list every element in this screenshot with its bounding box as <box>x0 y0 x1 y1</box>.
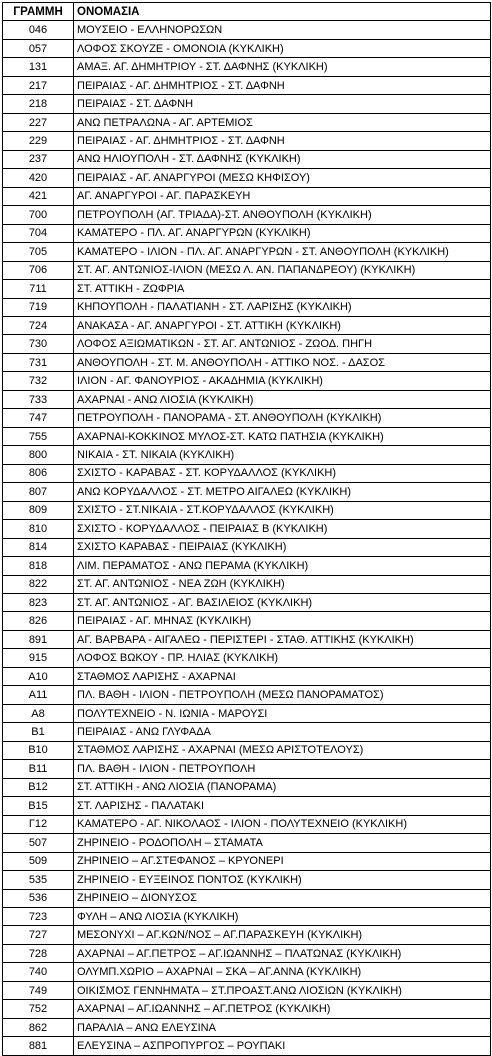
line-name: ΑΜΑΞ. ΑΓ. ΔΗΜΗΤΡΙΟΥ - ΣΤ. ΔΑΦΝΗΣ (ΚΥΚΛΙΚΗ) <box>74 58 491 76</box>
line-name: ΠΕΙΡΑΙΑΣ - ΑΝΩ ΓΛΥΦΑΔΑ <box>74 723 491 741</box>
table-row <box>3 944 491 962</box>
line-code: 732 <box>3 372 74 390</box>
line-name: ΑΧΑΡΝΑΙ – ΑΓ.ΠΕΤΡΟΣ – ΑΓ.ΙΩΑΝΝΗΣ – ΠΛΑΤΩΝΑΣ (ΚΥΚΛΙΚΗ) <box>74 944 491 962</box>
line-code: 237 <box>3 150 74 168</box>
line-name: ΠΕΙΡΑΙΑΣ - ΑΓ. ΔΗΜΗΤΡΙΟΣ - ΣΤ. ΔΑΦΝΗ <box>74 132 491 150</box>
table-row <box>3 686 491 704</box>
table-row <box>3 261 491 279</box>
line-code: 131 <box>3 58 74 76</box>
line-code: 535 <box>3 871 74 889</box>
line-code: 822 <box>3 575 74 593</box>
line-name: ΑΓ. ΑΝΑΡΓΥΡΟΙ - ΑΓ. ΠΑΡΑΣΚΕΥΗ <box>74 187 491 205</box>
line-code: Β12 <box>3 778 74 796</box>
line-name: ΛΟΦΟΣ ΒΩΚΟΥ - ΠΡ. ΗΛΙΑΣ (ΚΥΚΛΙΚΗ) <box>74 649 491 667</box>
line-code: 728 <box>3 944 74 962</box>
line-name: ΛΙΜ. ΠΕΡΑΜΑΤΟΣ - ΑΝΩ ΠΕΡΑΜΑ (ΚΥΚΛΙΚΗ) <box>74 557 491 575</box>
table-row <box>3 21 491 39</box>
table-row <box>3 483 491 501</box>
line-code: 509 <box>3 852 74 870</box>
line-code: 723 <box>3 907 74 925</box>
line-code: 891 <box>3 630 74 648</box>
line-name: ΦΥΛΗ – ΑΝΩ ΛΙΟΣΙΑ (ΚΥΚΛΙΚΗ) <box>74 907 491 925</box>
table-row <box>3 58 491 76</box>
line-code: 700 <box>3 206 74 224</box>
line-name: ΑΝΑΚΑΣΑ - ΑΓ. ΑΝΑΡΓΥΡΟΙ - ΣΤ. ΑΤΤΙΚΗ (ΚΥΚΛΙΚΗ) <box>74 316 491 334</box>
line-name: ΖΗΡΙΝΕΙΟ – ΑΓ.ΣΤΕΦΑΝΟΣ – ΚΡΥΟΝΕΡΙ <box>74 852 491 870</box>
line-name: ΚΑΜΑΤΕΡΟ - ΠΛ. ΑΓ. ΑΝΑΡΓΥΡΩΝ (ΚΥΚΛΙΚΗ) <box>74 224 491 242</box>
line-name: ΛΟΦΟΣ ΑΞΙΩΜΑΤΙΚΩΝ - ΣΤ. ΑΓ. ΑΝΤΩΝΙΟΣ - ΖΩΟΔ. ΠΗΓΗ <box>74 335 491 353</box>
line-name: ΠΕΙΡΑΙΑΣ - ΑΓ. ΑΝΑΡΓΥΡΟΙ (ΜΕΣΩ ΚΗΦΙΣΟΥ) <box>74 169 491 187</box>
line-code: 747 <box>3 409 74 427</box>
line-code: 826 <box>3 612 74 630</box>
line-code: Γ12 <box>3 815 74 833</box>
table-row <box>3 667 491 685</box>
line-code: 218 <box>3 95 74 113</box>
line-name: ΠΟΛΥΤΕΧΝΕΙΟ - Ν. ΙΩΝΙΑ - ΜΑΡΟΥΣΙ <box>74 704 491 722</box>
line-name: ΛΟΦΟΣ ΣΚΟΥΖΕ - ΟΜΟΝΟΙΑ (ΚΥΚΛΙΚΗ) <box>74 39 491 57</box>
table-row <box>3 169 491 187</box>
line-name: ΣΤ. ΑΓ. ΑΝΤΩΝΙΟΣ - ΝΕΑ ΖΩΗ (ΚΥΚΛΙΚΗ) <box>74 575 491 593</box>
line-name: ΜΟΥΣΕΙΟ - ΕΛΛΗΝΟΡΩΣΩΝ <box>74 21 491 39</box>
line-code: Β15 <box>3 797 74 815</box>
line-name: ΑΧΑΡΝΑΙ - ΑΝΩ ΛΙΟΣΙΑ (ΚΥΚΛΙΚΗ) <box>74 390 491 408</box>
table-row <box>3 446 491 464</box>
line-code: 217 <box>3 76 74 94</box>
table-row <box>3 243 491 261</box>
table-row <box>3 575 491 593</box>
line-name: ΠΕΤΡΟΥΠΟΛΗ - ΠΑΝΟΡΑΜΑ - ΣΤ. ΑΝΘΟΥΠΟΛΗ (ΚΥΚΛΙΚΗ) <box>74 409 491 427</box>
line-code: 862 <box>3 1018 74 1036</box>
line-name: ΠΑΡΑΛΙΑ – ΑΝΩ ΕΛΕΥΣΙΝΑ <box>74 1018 491 1036</box>
table-row <box>3 594 491 612</box>
line-code: 536 <box>3 889 74 907</box>
line-name: ΚΑΜΑΤΕΡΟ - ΑΓ. ΝΙΚΟΛΑΟΣ - ΙΛΙΟΝ - ΠΟΛΥΤΕΧΝΕΙΟ (ΚΥΚΛΙΚΗ) <box>74 815 491 833</box>
line-code: 809 <box>3 501 74 519</box>
table-row <box>3 427 491 445</box>
table-row <box>3 1000 491 1018</box>
line-name: ΖΗΡΙΝΕΙΟ - ΕΥΞΕΙΝΟΣ ΠΟΝΤΟΣ (ΚΥΚΛΙΚΗ) <box>74 871 491 889</box>
line-name: ΣΤΑΘΜΟΣ ΛΑΡΙΣΗΣ - ΑΧΑΡΝΑΙ (ΜΕΣΩ ΑΡΙΣΤΟΤΕΛΟΥΣ) <box>74 741 491 759</box>
table-row <box>3 963 491 981</box>
line-name: ΑΝΩ ΚΟΡΥΔΑΛΛΟΣ - ΣΤ. ΜΕΤΡΟ ΑΙΓΑΛΕΩ (ΚΥΚΛΙΚΗ) <box>74 483 491 501</box>
table-row <box>3 113 491 131</box>
line-code: Α11 <box>3 686 74 704</box>
line-name: ΜΕΣΟΝΥΧΙ – ΑΓ.ΚΩΝ/ΝΟΣ – ΑΓ.ΠΑΡΑΣΚΕΥΗ (ΚΥΚΛΙΚΗ) <box>74 926 491 944</box>
line-code: 823 <box>3 594 74 612</box>
line-code: 705 <box>3 243 74 261</box>
line-name: ΣΤ. ΑΓ. ΑΝΤΩΝΙΟΣ-ΙΛΙΟΝ (ΜΕΣΩ Λ. ΑΝ. ΠΑΠΑΝΔΡΕΟΥ) (ΚΥΚΛΙΚΗ) <box>74 261 491 279</box>
table-row <box>3 39 491 57</box>
table-row <box>3 760 491 778</box>
table-row <box>3 871 491 889</box>
table-row <box>3 926 491 944</box>
line-code: Β10 <box>3 741 74 759</box>
line-name: ΑΧΑΡΝΑΙ-ΚΟΚΚΙΝΟΣ ΜΥΛΟΣ-ΣΤ. ΚΑΤΩ ΠΑΤΗΣΙΑ (ΚΥΚΛΙΚΗ) <box>74 427 491 445</box>
line-code: 730 <box>3 335 74 353</box>
line-name: ΑΓ. ΒΑΡΒΑΡΑ - ΑΙΓΑΛΕΩ - ΠΕΡΙΣΤΕΡΙ - ΣΤΑΘ. ΑΤΤΙΚΗΣ (ΚΥΚΛΙΚΗ) <box>74 630 491 648</box>
line-code: Β1 <box>3 723 74 741</box>
line-code: 749 <box>3 981 74 999</box>
line-code: Β11 <box>3 760 74 778</box>
line-name: ΣΧΙΣΤΟ - ΣΤ.ΝΙΚΑΙΑ - ΣΤ.ΚΟΡΥΔΑΛΛΟΣ (ΚΥΚΛΙΚΗ) <box>74 501 491 519</box>
table-row <box>3 464 491 482</box>
table-row <box>3 852 491 870</box>
table-row <box>3 815 491 833</box>
table-row <box>3 335 491 353</box>
table-row <box>3 520 491 538</box>
line-name: ΑΝΩ ΗΛΙΟΥΠΟΛΗ - ΣΤ. ΔΑΦΝΗΣ (ΚΥΚΛΙΚΗ) <box>74 150 491 168</box>
line-code: 507 <box>3 834 74 852</box>
line-name: ΣΤ. ΑΤΤΙΚΗ - ΖΩΦΡΙΑ <box>74 280 491 298</box>
line-name: ΟΙΚΙΣΜΟΣ ΓΕΝΝΗΜΑΤΑ – ΣΤ.ΠΡΟΑΣΤ.ΑΝΩ ΛΙΟΣΙΩΝ (ΚΥΚΛΙΚΗ) <box>74 981 491 999</box>
line-name: ΣΧΙΣΤΟ - ΚΟΡΥΔΑΛΛΟΣ - ΠΕΙΡΑΙΑΣ Β (ΚΥΚΛΙΚΗ) <box>74 520 491 538</box>
table-row <box>3 150 491 168</box>
line-code: 046 <box>3 21 74 39</box>
line-name: ΕΛΕΥΣΙΝΑ – ΑΣΠΡΟΠΥΡΓΟΣ – ΡΟΥΠΑΚΙ <box>74 1037 491 1055</box>
line-name: ΠΕΙΡΑΙΑΣ - ΣΤ. ΔΑΦΝΗ <box>74 95 491 113</box>
table-row <box>3 834 491 852</box>
table-row <box>3 741 491 759</box>
line-name: ΑΝΩ ΠΕΤΡΑΛΩΝΑ - ΑΓ. ΑΡΤΕΜΙΟΣ <box>74 113 491 131</box>
table-row <box>3 907 491 925</box>
line-code: 727 <box>3 926 74 944</box>
line-name: ΠΛ. ΒΑΘΗ - ΙΛΙΟΝ - ΠΕΤΡΟΥΠΟΛΗ (ΜΕΣΩ ΠΑΝΟΡΑΜΑΤΟΣ) <box>74 686 491 704</box>
line-name: ΠΕΤΡΟΥΠΟΛΗ (ΑΓ. ΤΡΙΑΔΑ)-ΣΤ. ΑΝΘΟΥΠΟΛΗ (ΚΥΚΛΙΚΗ) <box>74 206 491 224</box>
line-name: ΑΧΑΡΝΑΙ – ΑΓ.ΙΩΑΝΝΗΣ – ΑΓ.ΠΕΤΡΟΣ (ΚΥΚΛΙΚΗ) <box>74 1000 491 1018</box>
line-code: 704 <box>3 224 74 242</box>
table-row <box>3 1018 491 1036</box>
line-code: 733 <box>3 390 74 408</box>
table-row <box>3 76 491 94</box>
line-code: 818 <box>3 557 74 575</box>
table-row <box>3 187 491 205</box>
line-name: ΑΝΘΟΥΠΟΛΗ - ΣΤ. Μ. ΑΝΘΟΥΠΟΛΗ - ΑΤΤΙΚΟ ΝΟΣ. - ΔΑΣΟΣ <box>74 353 491 371</box>
table-row <box>3 206 491 224</box>
table-body <box>3 21 491 1055</box>
table-header-row <box>3 3 491 21</box>
table-row <box>3 95 491 113</box>
line-code: 420 <box>3 169 74 187</box>
table-row <box>3 538 491 556</box>
line-name: ΠΕΙΡΑΙΑΣ - ΑΓ. ΔΗΜΗΤΡΙΟΣ - ΣΤ. ΔΑΦΝΗ <box>74 76 491 94</box>
table-row <box>3 889 491 907</box>
line-name: ΖΗΡΙΝΕΙΟ - ΡΟΔΟΠΟΛΗ – ΣΤΑΜΑΤΑ <box>74 834 491 852</box>
line-name: ΣΤΑΘΜΟΣ ΛΑΡΙΣΗΣ - ΑΧΑΡΝΑΙ <box>74 667 491 685</box>
table-row <box>3 224 491 242</box>
line-code: 755 <box>3 427 74 445</box>
line-name: ΣΤ. ΛΑΡΙΣΗΣ - ΠΑΛΑΤΑΚΙ <box>74 797 491 815</box>
table-row <box>3 390 491 408</box>
table-row <box>3 316 491 334</box>
line-code: 807 <box>3 483 74 501</box>
line-code: 421 <box>3 187 74 205</box>
line-name: ΠΛ. ΒΑΘΗ - ΙΛΙΟΝ - ΠΕΤΡΟΥΠΟΛΗ <box>74 760 491 778</box>
table-row <box>3 353 491 371</box>
line-code: 740 <box>3 963 74 981</box>
line-code: 057 <box>3 39 74 57</box>
line-code: 915 <box>3 649 74 667</box>
table-row <box>3 1037 491 1055</box>
line-code: 881 <box>3 1037 74 1055</box>
table-row <box>3 409 491 427</box>
line-name: ΣΧΙΣΤΟ - ΚΑΡΑΒΑΣ - ΣΤ. ΚΟΡΥΔΑΛΛΟΣ (ΚΥΚΛΙΚΗ) <box>74 464 491 482</box>
line-name: ΙΛΙΟΝ - ΑΓ. ΦΑΝΟΥΡΙΟΣ - ΑΚΑΔΗΜΙΑ (ΚΥΚΛΙΚΗ) <box>74 372 491 390</box>
line-name: ΣΤ. ΑΓ. ΑΝΤΩΝΙΟΣ - ΑΓ. ΒΑΣΙΛΕΙΟΣ (ΚΥΚΛΙΚΗ) <box>74 594 491 612</box>
header-line-name: ΟΝΟΜΑΣΙΑ <box>74 3 491 21</box>
table-row <box>3 298 491 316</box>
line-name: ΖΗΡΙΝΕΙΟ – ΔΙΟΝΥΣΟΣ <box>74 889 491 907</box>
line-name: ΚΗΠΟΥΠΟΛΗ - ΠΑΛΑΤΙΑΝΗ - ΣΤ. ΛΑΡΙΣΗΣ (ΚΥΚΛΙΚΗ) <box>74 298 491 316</box>
line-code: Α8 <box>3 704 74 722</box>
header-line-code: ΓΡΑΜΜΗ <box>3 3 74 21</box>
line-code: 752 <box>3 1000 74 1018</box>
line-code: Α10 <box>3 667 74 685</box>
table-row <box>3 704 491 722</box>
line-code: 711 <box>3 280 74 298</box>
line-name: ΝΙΚΑΙΑ - ΣΤ. ΝΙΚΑΙΑ (ΚΥΚΛΙΚΗ) <box>74 446 491 464</box>
bus-lines-table <box>2 2 491 1056</box>
line-code: 706 <box>3 261 74 279</box>
table-row <box>3 132 491 150</box>
line-code: 814 <box>3 538 74 556</box>
line-code: 731 <box>3 353 74 371</box>
table-row <box>3 649 491 667</box>
line-name: ΟΛΥΜΠ.ΧΩΡΙΟ – ΑΧΑΡΝΑΙ – ΣΚΑ – ΑΓ.ΑΝΝΑ (ΚΥΚΛΙΚΗ) <box>74 963 491 981</box>
line-code: 229 <box>3 132 74 150</box>
table-row <box>3 778 491 796</box>
line-code: 810 <box>3 520 74 538</box>
line-name: ΣΤ. ΑΤΤΙΚΗ - ΑΝΩ ΛΙΟΣΙΑ (ΠΑΝΟΡΑΜΑ) <box>74 778 491 796</box>
table-row <box>3 981 491 999</box>
table-row <box>3 797 491 815</box>
table-row <box>3 280 491 298</box>
table-row <box>3 612 491 630</box>
table-row <box>3 501 491 519</box>
line-code: 800 <box>3 446 74 464</box>
line-name: ΚΑΜΑΤΕΡΟ - ΙΛΙΟΝ - ΠΛ. ΑΓ. ΑΝΑΡΓΥΡΩΝ - ΣΤ. ΑΝΘΟΥΠΟΛΗ (ΚΥΚΛΙΚΗ) <box>74 243 491 261</box>
line-code: 227 <box>3 113 74 131</box>
line-code: 806 <box>3 464 74 482</box>
table-row <box>3 723 491 741</box>
table-row <box>3 372 491 390</box>
table-row <box>3 557 491 575</box>
line-name: ΣΧΙΣΤΟ ΚΑΡΑΒΑΣ - ΠΕΙΡΑΙΑΣ (ΚΥΚΛΙΚΗ) <box>74 538 491 556</box>
table-row <box>3 630 491 648</box>
line-name: ΠΕΙΡΑΙΑΣ - ΑΓ. ΜΗΝΑΣ (ΚΥΚΛΙΚΗ) <box>74 612 491 630</box>
line-code: 719 <box>3 298 74 316</box>
line-code: 724 <box>3 316 74 334</box>
